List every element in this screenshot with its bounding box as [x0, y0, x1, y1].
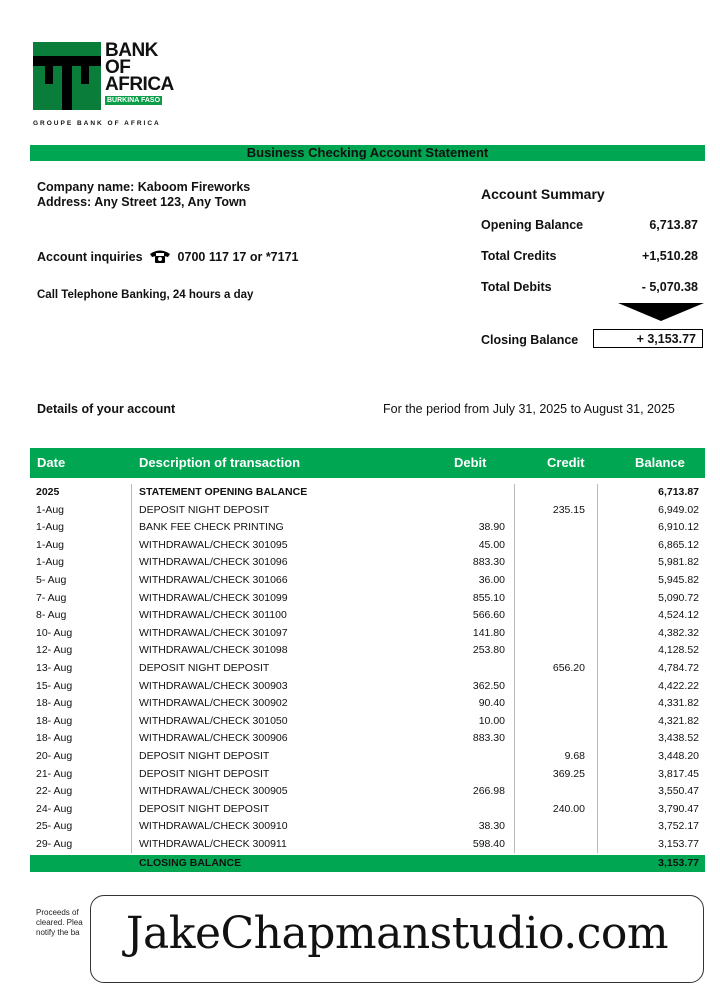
row-date: 5- Aug	[36, 573, 67, 586]
table-row	[30, 590, 705, 608]
company-address: Address: Any Street 123, Any Town	[37, 195, 247, 209]
telephone-icon	[149, 249, 171, 266]
row-balance: 3,448.20	[658, 749, 699, 762]
row-debit: 38.90	[478, 521, 505, 534]
row-description: DEPOSIT NIGHT DEPOSIT	[139, 767, 270, 780]
total-credits-value: +1,510.28	[642, 249, 698, 263]
closing-balance-row	[30, 855, 705, 872]
row-debit: 855.10	[472, 591, 505, 604]
row-date: 7- Aug	[36, 591, 67, 604]
row-date: 12- Aug	[36, 644, 73, 657]
row-balance: 6,949.02	[658, 503, 699, 516]
row-date: 10- Aug	[36, 626, 73, 639]
row-credit: 9.68	[564, 749, 585, 762]
table-row	[30, 642, 705, 660]
row-description: STATEMENT OPENING BALANCE	[139, 486, 308, 498]
table-row	[30, 625, 705, 643]
table-row	[30, 678, 705, 696]
row-debit: 253.80	[472, 644, 505, 657]
statement-period: For the period from July 31, 2025 to August 31, 2025	[383, 402, 675, 416]
table-row	[30, 660, 705, 678]
row-debit: 141.80	[472, 626, 505, 639]
row-balance: 4,128.52	[658, 644, 699, 657]
row-balance: 5,090.72	[658, 591, 699, 604]
telephone-banking: Call Telephone Banking, 24 hours a day	[37, 289, 254, 301]
row-balance: 4,331.82	[658, 697, 699, 710]
row-description: WITHDRAWAL/CHECK 301099	[139, 591, 288, 604]
row-description: WITHDRAWAL/CHECK 301098	[139, 644, 288, 657]
account-inquiries	[37, 249, 299, 266]
row-balance: 3,550.47	[658, 785, 699, 798]
row-date: 15- Aug	[36, 679, 73, 692]
row-description: WITHDRAWAL/CHECK 301100	[139, 609, 287, 622]
row-description: DEPOSIT NIGHT DEPOSIT	[139, 749, 270, 762]
table-row	[30, 818, 705, 836]
row-balance: 5,981.82	[658, 556, 699, 569]
closing-balance-value: + 3,153.77	[593, 329, 703, 348]
row-date: 1-Aug	[36, 521, 65, 534]
row-debit: 883.30	[472, 732, 505, 745]
bank-logo-wordmark: BANK OF AFRICA	[105, 40, 174, 95]
row-balance: 3,817.45	[658, 767, 699, 780]
table-row	[30, 836, 705, 854]
transactions-table-body	[30, 484, 705, 853]
row-description: WITHDRAWAL/CHECK 300910	[139, 820, 288, 833]
row-description: WITHDRAWAL/CHECK 300906	[139, 732, 288, 745]
row-credit: 240.00	[552, 802, 585, 815]
row-description: WITHDRAWAL/CHECK 301050	[139, 714, 288, 727]
bank-logo-country: BURKINA FASO	[107, 97, 161, 104]
row-date: 22- Aug	[36, 785, 73, 798]
row-description: WITHDRAWAL/CHECK 300902	[139, 697, 288, 710]
row-description: WITHDRAWAL/CHECK 300911	[139, 837, 287, 850]
row-balance: 6,865.12	[658, 538, 699, 551]
row-credit: 235.15	[552, 503, 585, 516]
row-credit: 656.20	[552, 661, 585, 674]
row-description: BANK FEE CHECK PRINTING	[139, 521, 284, 534]
row-balance: 3,752.17	[658, 820, 699, 833]
header-balance: Balance	[635, 455, 685, 470]
closing-balance-row-label: CLOSING BALANCE	[139, 857, 242, 869]
header-description: Description of transaction	[139, 455, 301, 470]
row-debit: 598.40	[472, 837, 505, 850]
table-row	[30, 730, 705, 748]
header-debit: Debit	[454, 455, 487, 470]
row-date: 18- Aug	[36, 697, 73, 710]
details-label: Details of your account	[37, 402, 176, 416]
row-date: 20- Aug	[36, 749, 73, 762]
row-date: 24- Aug	[36, 802, 73, 815]
table-row	[30, 783, 705, 801]
row-balance: 4,422.22	[658, 679, 699, 692]
row-balance: 6,910.12	[658, 521, 699, 534]
phone-number: 0700 117 17 or *7171	[177, 250, 299, 264]
watermark-box	[90, 895, 704, 983]
down-arrow-icon	[618, 303, 704, 321]
row-date: 1-Aug	[36, 538, 65, 551]
row-debit: 266.98	[472, 785, 505, 798]
row-date: 18- Aug	[36, 714, 73, 727]
bank-logo-group: GROUPE BANK OF AFRICA	[33, 120, 161, 127]
row-debit: 45.00	[478, 538, 505, 551]
total-debits-value: - 5,070.38	[641, 280, 698, 294]
total-debits-label: Total Debits	[481, 280, 552, 294]
row-date: 21- Aug	[36, 767, 73, 780]
row-balance: 3,438.52	[658, 732, 699, 745]
table-row	[30, 713, 705, 731]
row-date: 18- Aug	[36, 732, 73, 745]
opening-balance-label: Opening Balance	[481, 218, 584, 232]
bank-logo	[33, 42, 183, 132]
row-date: 13- Aug	[36, 661, 73, 674]
row-debit: 362.50	[472, 679, 505, 692]
table-row	[30, 607, 705, 625]
row-date: 1-Aug	[36, 556, 65, 569]
row-balance: 4,784.72	[658, 661, 699, 674]
row-description: DEPOSIT NIGHT DEPOSIT	[139, 503, 270, 516]
row-balance: 6,713.87	[658, 486, 699, 498]
table-row	[30, 748, 705, 766]
row-date: 8- Aug	[36, 609, 67, 622]
row-debit: 38.30	[478, 820, 505, 833]
row-balance: 3,153.77	[658, 837, 699, 850]
transactions-table-header	[30, 448, 705, 478]
footer-note: Proceeds of cleared. Plea notify the ba	[36, 908, 83, 937]
header-credit: Credit	[547, 455, 585, 470]
row-description: DEPOSIT NIGHT DEPOSIT	[139, 661, 270, 674]
opening-balance-value: 6,713.87	[649, 218, 698, 232]
row-description: WITHDRAWAL/CHECK 301095	[139, 538, 288, 551]
row-description: WITHDRAWAL/CHECK 301066	[139, 573, 288, 586]
row-description: DEPOSIT NIGHT DEPOSIT	[139, 802, 270, 815]
row-description: WITHDRAWAL/CHECK 301096	[139, 556, 288, 569]
row-description: WITHDRAWAL/CHECK 300903	[139, 679, 288, 692]
header-date: Date	[37, 455, 66, 470]
row-date: 29- Aug	[36, 837, 73, 850]
row-balance: 4,382.32	[658, 626, 699, 639]
closing-balance-label: Closing Balance	[481, 333, 579, 347]
total-credits-label: Total Credits	[481, 249, 557, 263]
table-row	[30, 502, 705, 520]
row-credit: 369.25	[552, 767, 585, 780]
account-inquiries-label: Account inquiries	[37, 250, 143, 264]
row-balance: 5,945.82	[658, 573, 699, 586]
row-balance: 4,524.12	[658, 609, 699, 622]
table-row	[30, 572, 705, 590]
table-row	[30, 766, 705, 784]
row-date: 1-Aug	[36, 503, 65, 516]
table-row	[30, 537, 705, 555]
row-debit: 10.00	[478, 714, 505, 727]
row-description: WITHDRAWAL/CHECK 300905	[139, 785, 288, 798]
row-debit: 566.60	[472, 609, 505, 622]
row-debit: 883.30	[472, 556, 505, 569]
table-row	[30, 801, 705, 819]
row-debit: 90.40	[478, 697, 505, 710]
table-row	[30, 695, 705, 713]
company-name: Company name: Kaboom Fireworks	[37, 180, 251, 194]
table-row	[30, 484, 705, 502]
statement-title: Business Checking Account Statement	[30, 145, 705, 161]
table-row	[30, 519, 705, 537]
row-debit: 36.00	[478, 573, 505, 586]
row-balance: 4,321.82	[658, 714, 699, 727]
row-date: 25- Aug	[36, 820, 73, 833]
table-row	[30, 554, 705, 572]
row-date: 2025	[36, 486, 60, 498]
account-summary-title: Account Summary	[481, 186, 605, 202]
bank-logo-mark-icon	[33, 42, 101, 110]
row-description: WITHDRAWAL/CHECK 301097	[139, 626, 288, 639]
closing-balance-row-value: 3,153.77	[658, 857, 699, 869]
watermark-text: JakeChapmanstudio.com	[125, 908, 669, 959]
row-balance: 3,790.47	[658, 802, 699, 815]
